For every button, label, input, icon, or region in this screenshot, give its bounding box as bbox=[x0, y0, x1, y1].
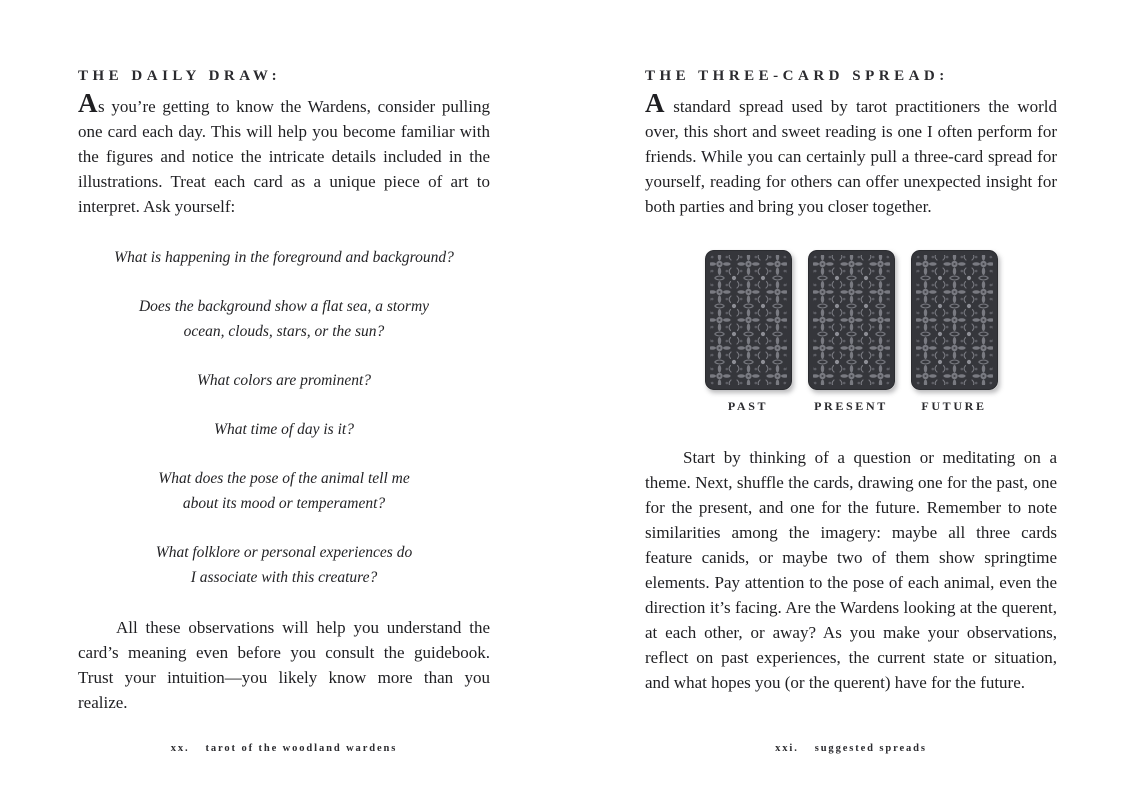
tarot-card-back-past bbox=[705, 250, 792, 390]
lead-capital: A bbox=[645, 88, 666, 118]
tarot-card-back-future bbox=[911, 250, 998, 390]
question-item bbox=[78, 294, 490, 344]
lead-capital: A bbox=[78, 88, 99, 118]
question-line: What is happening in the foreground and background? bbox=[114, 249, 454, 266]
question-item bbox=[78, 540, 490, 590]
card-label-past: PAST bbox=[727, 399, 769, 413]
section-heading: THE DAILY DRAW: bbox=[78, 68, 282, 84]
card-label-present: PRESENT bbox=[814, 399, 888, 413]
intro-paragraph bbox=[78, 88, 490, 219]
intro-text: standard spread used by tarot practitioners the world over, this short and sweet reading is one I often perform for friends. While you can certainly pull a three-card spread for yourself, reading for others can offer unexpected insight for both parties and bring you closer together. bbox=[645, 97, 1057, 216]
intro-paragraph bbox=[645, 88, 1057, 219]
question-line: ocean, clouds, stars, or the sun? bbox=[183, 323, 385, 340]
card-spread-row bbox=[645, 250, 1057, 390]
question-item bbox=[78, 245, 490, 270]
page-number: xx. bbox=[170, 743, 190, 754]
tarot-card-back-present bbox=[808, 250, 895, 390]
body-paragraph: Start by thinking of a question or meditating on a theme. Next, shuffle the cards, drawing one for the past, one for the present, and one for the future. Remember to note similarities among the imagery: maybe all three cards feature canids, or maybe two of them show springtime elements. Pay attention to the pose of each animal, even the direction it’s facing. Are the Wardens looking at the querent, at each other, or away? As you make your observations, reflect on past experiences, the current state or situation, and what hopes you (or the querent) have for the future. bbox=[645, 448, 1057, 692]
running-title: suggested spreads bbox=[814, 743, 927, 754]
question-item bbox=[78, 466, 490, 516]
question-line: What time of day is it? bbox=[214, 421, 354, 438]
card-label-row bbox=[645, 399, 1057, 414]
intro-text: s you’re getting to know the Wardens, consider pulling one card each day. This will help you become familiar with the figures and notice the intricate details included in the illustrations. Treat each card as a unique piece of art to interpret. Ask yourself: bbox=[78, 97, 490, 216]
page-number: xxi. bbox=[775, 743, 799, 754]
page-right bbox=[645, 0, 1057, 800]
section-heading: THE THREE-CARD SPREAD: bbox=[645, 68, 949, 84]
question-list bbox=[78, 245, 490, 590]
question-line: I associate with this creature? bbox=[190, 569, 378, 586]
question-line: What colors are prominent? bbox=[196, 372, 372, 389]
page-footer bbox=[78, 743, 490, 754]
card-label-future: FUTURE bbox=[921, 399, 987, 413]
closing-paragraph: All these observations will help you understand the card’s meaning even before you consult the guidebook. Trust your intuition—you likely know more than you realize. bbox=[78, 618, 490, 712]
question-item bbox=[78, 417, 490, 442]
question-item bbox=[78, 368, 490, 393]
question-line: What does the pose of the animal tell me bbox=[158, 470, 410, 487]
page-footer bbox=[645, 743, 1057, 754]
question-line: Does the background show a flat sea, a stormy bbox=[138, 298, 430, 315]
running-title: tarot of the woodland wardens bbox=[205, 743, 398, 754]
page-left bbox=[78, 0, 490, 800]
question-line: What folklore or personal experiences do bbox=[155, 544, 413, 561]
question-line: about its mood or temperament? bbox=[182, 495, 386, 512]
